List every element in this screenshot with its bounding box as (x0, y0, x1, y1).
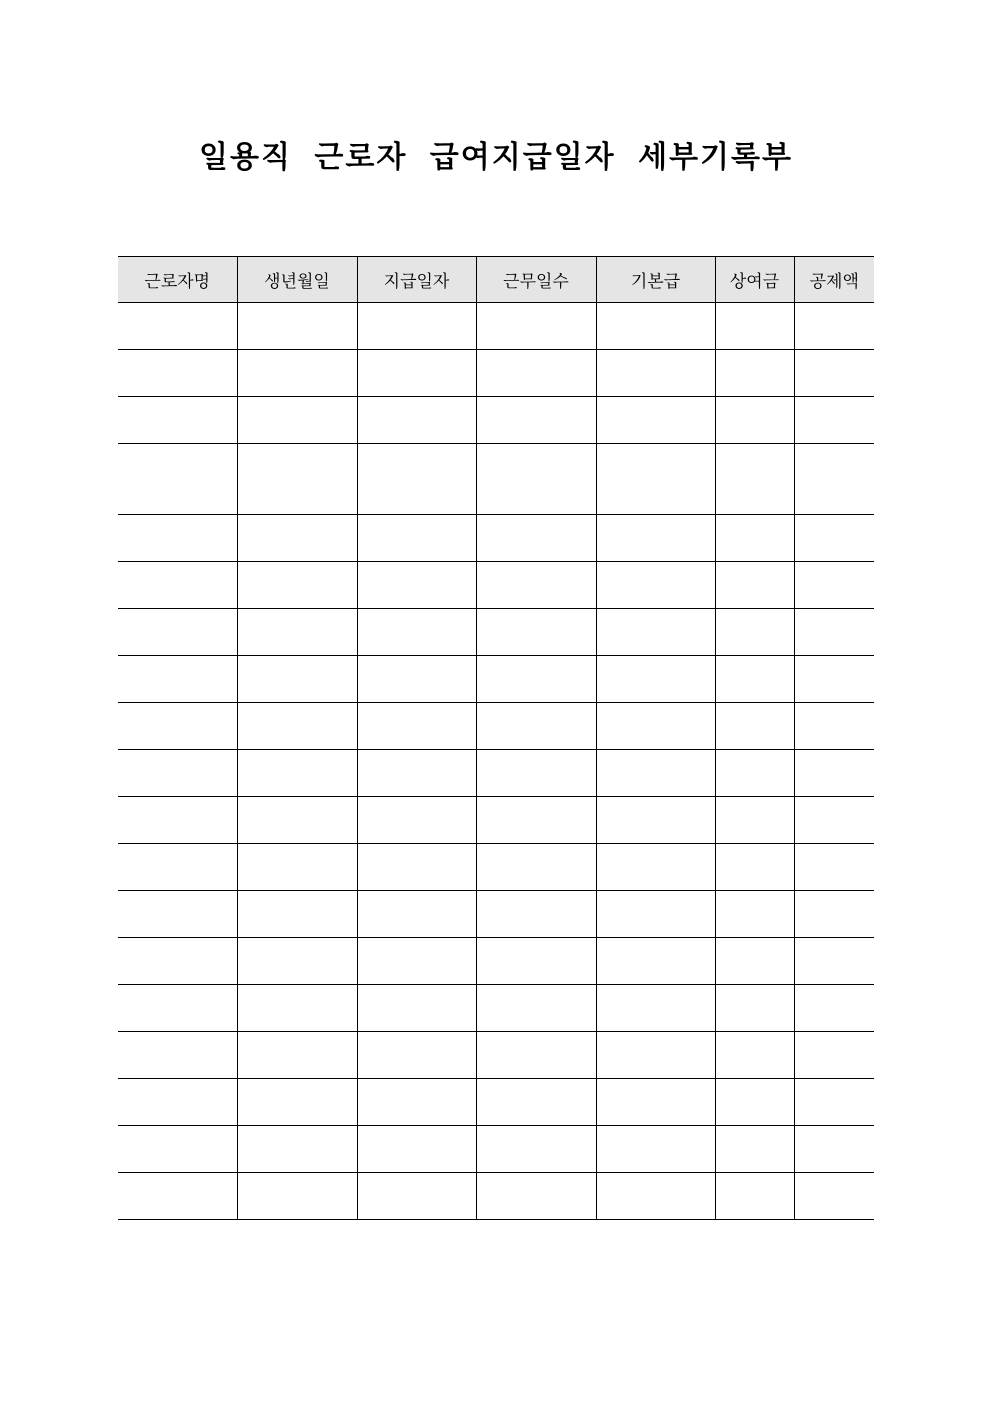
cell-work-days[interactable] (476, 891, 596, 938)
table-row (118, 656, 874, 703)
cell-bonus[interactable] (715, 750, 794, 797)
cell-base-pay[interactable] (596, 844, 715, 891)
cell-deduction[interactable] (794, 515, 874, 562)
table-row (118, 797, 874, 844)
cell-deduction[interactable] (794, 1173, 874, 1220)
cell-worker-name[interactable] (118, 1032, 237, 1079)
table-row (118, 750, 874, 797)
cell-base-pay[interactable] (596, 1032, 715, 1079)
table-row (118, 397, 874, 444)
cell-bonus[interactable] (715, 397, 794, 444)
cell-worker-name[interactable] (118, 609, 237, 656)
cell-birth-date[interactable] (237, 609, 357, 656)
cell-bonus[interactable] (715, 1173, 794, 1220)
cell-base-pay[interactable] (596, 750, 715, 797)
cell-birth-date[interactable] (237, 938, 357, 985)
cell-birth-date[interactable] (237, 1079, 357, 1126)
cell-worker-name[interactable] (118, 985, 237, 1032)
cell-payment-date[interactable] (357, 1173, 476, 1220)
header-payment-date: 지급일자 (357, 257, 476, 303)
cell-base-pay[interactable] (596, 656, 715, 703)
cell-base-pay[interactable] (596, 703, 715, 750)
cell-birth-date[interactable] (237, 444, 357, 515)
cell-worker-name[interactable] (118, 891, 237, 938)
cell-bonus[interactable] (715, 938, 794, 985)
cell-work-days[interactable] (476, 656, 596, 703)
cell-bonus[interactable] (715, 444, 794, 515)
cell-deduction[interactable] (794, 444, 874, 515)
cell-work-days[interactable] (476, 562, 596, 609)
cell-bonus[interactable] (715, 703, 794, 750)
cell-worker-name[interactable] (118, 515, 237, 562)
cell-bonus[interactable] (715, 350, 794, 397)
cell-base-pay[interactable] (596, 797, 715, 844)
cell-bonus[interactable] (715, 1032, 794, 1079)
cell-work-days[interactable] (476, 303, 596, 350)
cell-birth-date[interactable] (237, 750, 357, 797)
cell-payment-date[interactable] (357, 515, 476, 562)
header-birth-date: 생년월일 (237, 257, 357, 303)
cell-birth-date[interactable] (237, 515, 357, 562)
table-row (118, 891, 874, 938)
cell-birth-date[interactable] (237, 985, 357, 1032)
cell-worker-name[interactable] (118, 1079, 237, 1126)
cell-worker-name[interactable] (118, 303, 237, 350)
cell-bonus[interactable] (715, 891, 794, 938)
cell-payment-date[interactable] (357, 444, 476, 515)
cell-base-pay[interactable] (596, 515, 715, 562)
cell-worker-name[interactable] (118, 750, 237, 797)
cell-payment-date[interactable] (357, 562, 476, 609)
cell-worker-name[interactable] (118, 444, 237, 515)
cell-base-pay[interactable] (596, 985, 715, 1032)
cell-bonus[interactable] (715, 985, 794, 1032)
cell-deduction[interactable] (794, 985, 874, 1032)
cell-deduction[interactable] (794, 797, 874, 844)
cell-deduction[interactable] (794, 1032, 874, 1079)
cell-worker-name[interactable] (118, 797, 237, 844)
table-row (118, 1173, 874, 1220)
header-bonus: 상여금 (715, 257, 794, 303)
cell-deduction[interactable] (794, 938, 874, 985)
cell-deduction[interactable] (794, 397, 874, 444)
table-row (118, 303, 874, 350)
cell-deduction[interactable] (794, 750, 874, 797)
table-row (118, 1126, 874, 1173)
cell-base-pay[interactable] (596, 938, 715, 985)
cell-worker-name[interactable] (118, 938, 237, 985)
cell-payment-date[interactable] (357, 891, 476, 938)
cell-base-pay[interactable] (596, 444, 715, 515)
cell-work-days[interactable] (476, 397, 596, 444)
cell-work-days[interactable] (476, 797, 596, 844)
cell-payment-date[interactable] (357, 797, 476, 844)
cell-worker-name[interactable] (118, 562, 237, 609)
table-header-row (118, 257, 874, 303)
table-row (118, 844, 874, 891)
cell-deduction[interactable] (794, 1126, 874, 1173)
table-row (118, 350, 874, 397)
cell-birth-date[interactable] (237, 1032, 357, 1079)
cell-birth-date[interactable] (237, 656, 357, 703)
cell-base-pay[interactable] (596, 609, 715, 656)
cell-base-pay[interactable] (596, 350, 715, 397)
cell-worker-name[interactable] (118, 350, 237, 397)
header-work-days: 근무일수 (476, 257, 596, 303)
cell-work-days[interactable] (476, 703, 596, 750)
table-row (118, 562, 874, 609)
table-row (118, 444, 874, 515)
cell-work-days[interactable] (476, 844, 596, 891)
cell-work-days[interactable] (476, 750, 596, 797)
cell-worker-name[interactable] (118, 397, 237, 444)
cell-bonus[interactable] (715, 844, 794, 891)
cell-bonus[interactable] (715, 1079, 794, 1126)
cell-work-days[interactable] (476, 444, 596, 515)
cell-payment-date[interactable] (357, 350, 476, 397)
cell-work-days[interactable] (476, 350, 596, 397)
cell-payment-date[interactable] (357, 397, 476, 444)
cell-payment-date[interactable] (357, 303, 476, 350)
cell-deduction[interactable] (794, 703, 874, 750)
cell-deduction[interactable] (794, 562, 874, 609)
cell-base-pay[interactable] (596, 1079, 715, 1126)
cell-bonus[interactable] (715, 797, 794, 844)
cell-worker-name[interactable] (118, 844, 237, 891)
table-row (118, 609, 874, 656)
cell-deduction[interactable] (794, 1079, 874, 1126)
cell-bonus[interactable] (715, 1126, 794, 1173)
cell-payment-date[interactable] (357, 1126, 476, 1173)
cell-worker-name[interactable] (118, 656, 237, 703)
cell-worker-name[interactable] (118, 703, 237, 750)
cell-work-days[interactable] (476, 985, 596, 1032)
cell-payment-date[interactable] (357, 985, 476, 1032)
cell-payment-date[interactable] (357, 656, 476, 703)
table-row (118, 938, 874, 985)
cell-bonus[interactable] (715, 562, 794, 609)
cell-birth-date[interactable] (237, 1173, 357, 1220)
table-row (118, 515, 874, 562)
cell-birth-date[interactable] (237, 703, 357, 750)
cell-bonus[interactable] (715, 656, 794, 703)
cell-base-pay[interactable] (596, 562, 715, 609)
cell-birth-date[interactable] (237, 303, 357, 350)
table-body (118, 303, 874, 1220)
table-row (118, 703, 874, 750)
cell-work-days[interactable] (476, 1126, 596, 1173)
cell-work-days[interactable] (476, 1079, 596, 1126)
cell-worker-name[interactable] (118, 1126, 237, 1173)
cell-payment-date[interactable] (357, 844, 476, 891)
cell-work-days[interactable] (476, 1173, 596, 1220)
cell-worker-name[interactable] (118, 1173, 237, 1220)
cell-birth-date[interactable] (237, 397, 357, 444)
header-worker-name: 근로자명 (118, 257, 237, 303)
record-table (118, 256, 874, 1220)
cell-birth-date[interactable] (237, 562, 357, 609)
header-deduction: 공제액 (794, 257, 874, 303)
cell-deduction[interactable] (794, 609, 874, 656)
cell-payment-date[interactable] (357, 938, 476, 985)
cell-payment-date[interactable] (357, 703, 476, 750)
table-row (118, 1032, 874, 1079)
cell-payment-date[interactable] (357, 609, 476, 656)
cell-birth-date[interactable] (237, 797, 357, 844)
cell-base-pay[interactable] (596, 397, 715, 444)
cell-payment-date[interactable] (357, 1032, 476, 1079)
cell-birth-date[interactable] (237, 350, 357, 397)
cell-deduction[interactable] (794, 891, 874, 938)
cell-birth-date[interactable] (237, 844, 357, 891)
cell-bonus[interactable] (715, 515, 794, 562)
cell-deduction[interactable] (794, 844, 874, 891)
page-title: 일용직 근로자 급여지급일자 세부기록부 (199, 140, 793, 175)
header-base-pay: 기본급 (596, 257, 715, 303)
table-row (118, 985, 874, 1032)
table-row (118, 1079, 874, 1126)
cell-payment-date[interactable] (357, 750, 476, 797)
cell-work-days[interactable] (476, 938, 596, 985)
cell-deduction[interactable] (794, 656, 874, 703)
cell-work-days[interactable] (476, 609, 596, 656)
cell-base-pay[interactable] (596, 303, 715, 350)
cell-bonus[interactable] (715, 303, 794, 350)
cell-deduction[interactable] (794, 350, 874, 397)
cell-work-days[interactable] (476, 1032, 596, 1079)
cell-bonus[interactable] (715, 609, 794, 656)
cell-base-pay[interactable] (596, 891, 715, 938)
cell-payment-date[interactable] (357, 1079, 476, 1126)
cell-birth-date[interactable] (237, 891, 357, 938)
cell-deduction[interactable] (794, 303, 874, 350)
cell-birth-date[interactable] (237, 1126, 357, 1173)
cell-base-pay[interactable] (596, 1126, 715, 1173)
cell-base-pay[interactable] (596, 1173, 715, 1220)
cell-work-days[interactable] (476, 515, 596, 562)
